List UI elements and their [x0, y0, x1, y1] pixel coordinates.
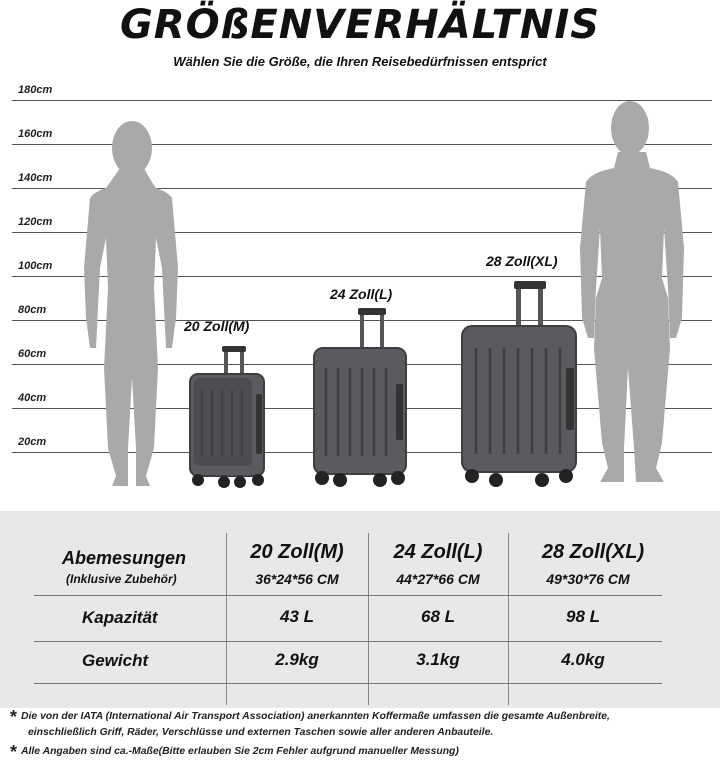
- weight-label: Gewicht: [82, 651, 149, 670]
- footnote-measure-text: Alle Angaben sind ca.-Maße(Bitte erlauben Sie 2cm Fehler aufgrund manueller Messung): [21, 746, 459, 757]
- scale-label: 20cm: [18, 436, 47, 448]
- dims-m: 36*24*56 CM: [255, 571, 339, 587]
- row-divider: [34, 595, 662, 596]
- suitcase-label-m: 20 Zoll(M): [184, 318, 250, 334]
- size-header-m: 20 Zoll(M): [250, 541, 344, 563]
- scale-label: 160cm: [18, 128, 53, 140]
- scale-label: 80cm: [18, 304, 47, 316]
- footnote-iata: [10, 709, 716, 740]
- dimensions-sublabel: (Inklusive Zubehör): [66, 572, 177, 586]
- asterisk-icon: *: [10, 707, 18, 727]
- row-divider: [34, 683, 662, 684]
- spec-table: [0, 511, 720, 708]
- scale-label: 100cm: [18, 260, 53, 272]
- size-header-xl: 28 Zoll(XL): [541, 541, 645, 563]
- capacity-xl: 98 L: [565, 607, 601, 626]
- capacity-label: Kapazität: [82, 608, 158, 627]
- scale-label: 120cm: [18, 216, 53, 228]
- suitcase-xl: [458, 278, 580, 490]
- suitcase-m: [184, 344, 270, 490]
- page-subtitle: Wählen Sie die Größe, die Ihren Reisebedürfnissen entsprict: [173, 54, 547, 69]
- weight-xl: 4.0kg: [561, 650, 605, 669]
- asterisk-icon: *: [10, 742, 18, 762]
- footnote-iata-line2: einschließlich Griff, Räder, Verschlüsse und externen Taschen sowie aller anderen Anbauteile.: [28, 727, 494, 738]
- scale-label: 140cm: [18, 172, 53, 184]
- man-silhouette: [578, 98, 686, 490]
- suitcase-label-xl: 28 Zoll(XL): [486, 253, 558, 269]
- footnote-measure: [10, 744, 716, 760]
- row-divider: [34, 641, 662, 642]
- scale-label: 180cm: [18, 84, 53, 96]
- dims-l: 44*27*66 CM: [396, 571, 480, 587]
- dimensions-label: Abemesungen: [62, 548, 187, 568]
- capacity-l: 68 L: [420, 607, 456, 626]
- dims-xl: 49*30*76 CM: [546, 571, 630, 587]
- weight-m: 2.9kg: [275, 650, 319, 669]
- suitcase-label-l: 24 Zoll(L): [330, 286, 393, 302]
- page-title: GRÖßENVERHÄLTNIS: [119, 2, 601, 48]
- size-header-l: 24 Zoll(L): [393, 541, 483, 563]
- capacity-m: 43 L: [279, 607, 315, 626]
- suitcase-l: [310, 306, 410, 490]
- scale-label: 60cm: [18, 348, 47, 360]
- weight-l: 3.1kg: [416, 650, 460, 669]
- woman-silhouette: [80, 118, 180, 490]
- scale-label: 40cm: [18, 392, 47, 404]
- footnote-iata-line1: Die von der IATA (International Air Transport Association) anerkannten Koffermaße umfassen die gesamte Außenbreite,: [21, 711, 610, 722]
